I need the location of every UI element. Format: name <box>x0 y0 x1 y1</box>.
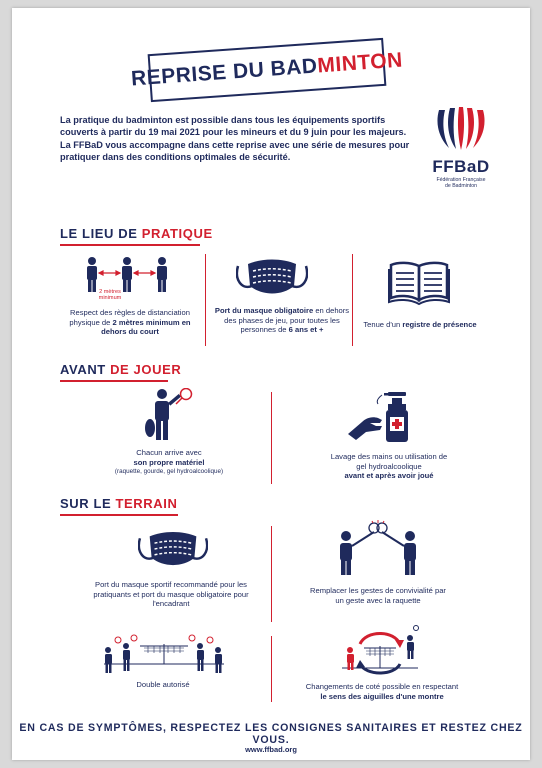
caption-changements-bold: le sens des aiguilles d'une montre <box>320 691 444 701</box>
section-title-terrain <box>60 496 177 511</box>
racket-greeting-icon <box>336 520 420 576</box>
register-book-icon <box>388 260 450 306</box>
caption-gestes: Remplacer les gestes de convivialité par un geste avec la raquette <box>310 586 446 605</box>
caption-masque-obligatoire <box>212 306 352 335</box>
title-part-2: MINTON <box>316 48 404 78</box>
title-part-1: REPRISE DU BAD <box>130 54 319 91</box>
intro-text <box>60 114 412 163</box>
caption-registre-text: Tenue d'un <box>363 320 403 329</box>
column-divider <box>271 636 272 702</box>
logo-wordmark: FFBaD <box>432 157 490 176</box>
section-title-avant <box>60 362 181 377</box>
hand-sanitizer-icon <box>346 390 426 444</box>
logo-subtitle-2: de Badminton <box>444 183 477 189</box>
face-mask-icon <box>236 258 308 298</box>
column-divider <box>271 526 272 622</box>
caption-materiel-text: Chacun arrive avec <box>136 448 202 457</box>
player-own-equipment-icon <box>140 388 196 444</box>
section-title-avant-part-1: AVANT <box>60 362 111 377</box>
ffbad-logo <box>422 106 500 189</box>
caption-masque-obligatoire-bold: Port du masque obligatoire <box>214 306 314 315</box>
caption-lavage-bold: avant et après avoir joué <box>344 471 434 481</box>
section-title-avant-part-2: DE JOUER <box>110 362 182 377</box>
logo-subtitle-1: Fédération Française <box>436 177 486 183</box>
section-title-lieu-part-1: LE LIEU DE <box>60 226 142 241</box>
caption-registre <box>360 320 480 330</box>
poster <box>12 8 530 760</box>
distance-label <box>80 289 140 301</box>
column-divider <box>205 254 206 346</box>
caption-lavage <box>330 452 448 481</box>
caption-masque-sportif: Port du masque sportif recommandé pour les pratiquants et port du masque obligatoire pour l'encadrant <box>93 580 249 609</box>
caption-changements <box>292 682 472 701</box>
caption-materiel <box>104 448 234 477</box>
intro-paragraph-2: La FFBaD vous accompagne dans cette reprise avec une série de mesures pour pratiquer dans des conditions optimales de sécurité. <box>60 139 410 162</box>
website-link[interactable]: www.ffbad.org <box>245 745 297 754</box>
intro-paragraph-1: La pratique du badminton est possible dans tous les équipements sportifs couverts à partir du 19 mai 2021 pour les mineurs et du 9 juin pour les majeurs. <box>60 115 407 138</box>
caption-distanciation-bold: 2 mètres minimum en dehors du court <box>101 317 191 337</box>
caption-materiel-bold: son propre matériel <box>133 457 205 467</box>
column-divider <box>271 392 272 484</box>
section-title-lieu <box>60 226 213 241</box>
sport-mask-icon <box>138 530 208 570</box>
distance-label-line-1: 2 mètres <box>99 289 121 295</box>
section-underline <box>60 244 200 246</box>
change-sides-icon <box>338 624 422 676</box>
section-underline <box>60 380 168 382</box>
caption-distanciation-text: Respect des règles de distanciation physique de <box>69 308 190 327</box>
shuttlecock-logo-icon <box>433 106 489 152</box>
section-title-terrain-part-2: TERRAIN <box>115 496 178 511</box>
caption-distanciation <box>60 308 200 337</box>
caption-changements-text: Changements de coté possible en respectant <box>305 682 459 691</box>
caption-masque-obligatoire-bold-2: 6 ans et + <box>288 325 324 335</box>
footer-warning: EN CAS DE SYMPTÔMES, RESPECTEZ LES CONSIGNES SANITAIRES ET RESTEZ CHEZ VOUS. <box>19 722 523 746</box>
caption-double: Double autorisé <box>136 680 190 689</box>
section-title-lieu-part-2: PRATIQUE <box>141 226 213 241</box>
section-underline <box>60 514 178 516</box>
caption-materiel-small: (raquette, gourde, gel hydroalcoolique) <box>114 468 224 476</box>
section-title-terrain-part-1: SUR LE <box>60 496 116 511</box>
caption-registre-bold: registre de présence <box>402 320 477 329</box>
poster-title <box>130 38 404 102</box>
doubles-court-icon <box>100 634 228 676</box>
caption-masque-obligatoire-text: en dehors des phases de jeu, pour toutes les personnes de <box>224 306 350 335</box>
column-divider <box>352 254 353 346</box>
distance-label-line-2: minimum <box>98 295 122 301</box>
caption-lavage-text: Lavage des mains ou utilisation de gel hydroalcoolique <box>330 452 448 471</box>
